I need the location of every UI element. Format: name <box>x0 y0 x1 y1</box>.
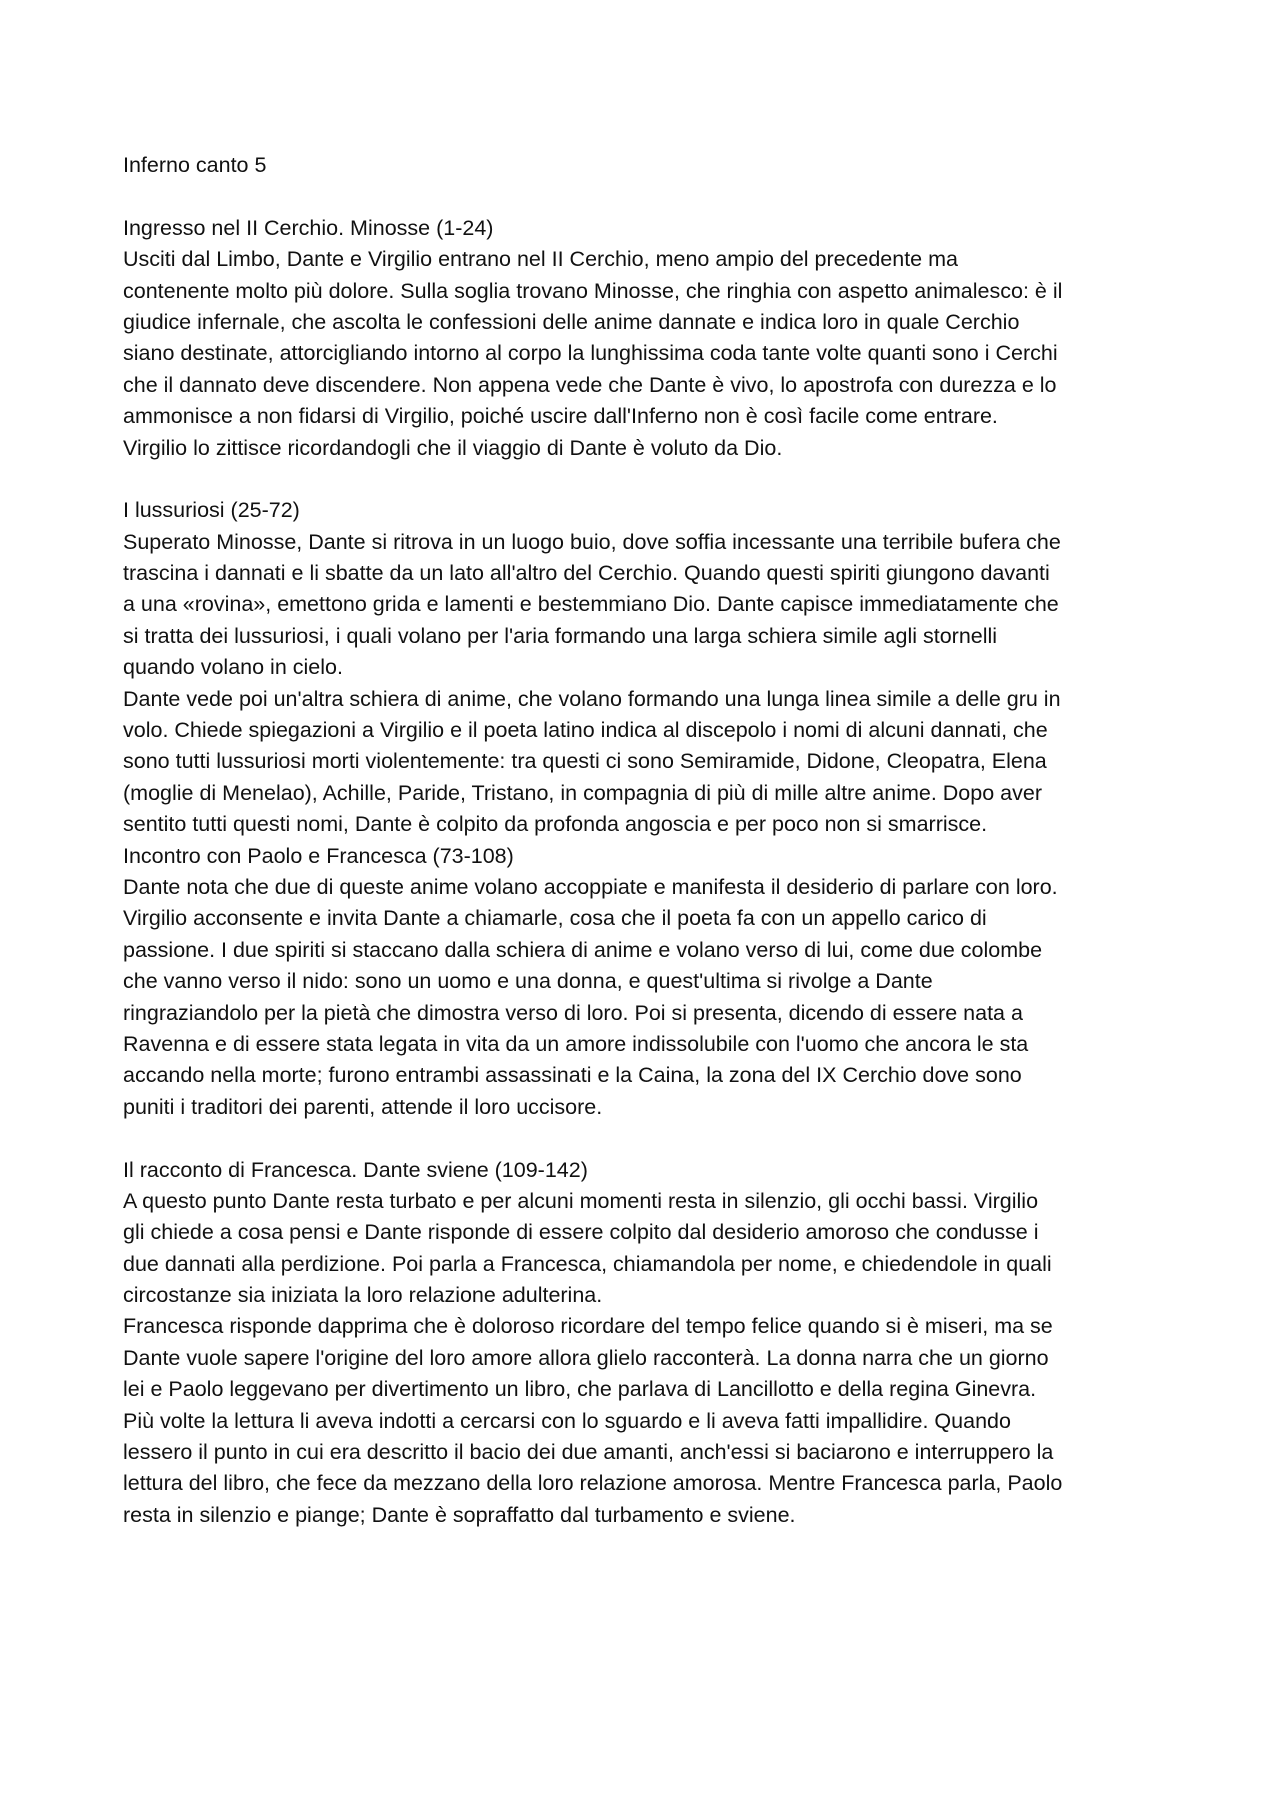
spacer <box>123 1123 1173 1154</box>
paragraph <box>123 527 1173 684</box>
text-line: circostanze sia iniziata la loro relazione adulterina. <box>123 1283 603 1308</box>
section-paolo-francesca <box>123 841 1173 1124</box>
section-minosse <box>123 213 1173 464</box>
text-line: Dante vuole sapere l'origine del loro amore allora glielo racconterà. La donna narra che un giorno <box>123 1345 1049 1370</box>
text-line: Dante vede poi un'altra schiera di anime, che volano formando una lunga linea simile a delle gru in <box>123 686 1061 711</box>
document-page <box>123 150 1173 1531</box>
paragraph <box>123 1186 1173 1312</box>
paragraph <box>123 684 1173 841</box>
text-line: quando volano in cielo. <box>123 655 343 680</box>
text-line: sono tutti lussuriosi morti violentemente: tra questi ci sono Semiramide, Didone, Cleopatra, Elena <box>123 749 1047 774</box>
text-line: lettura del libro, che fece da mezzano della loro relazione amorosa. Mentre Francesca parla, Paolo <box>123 1471 1063 1496</box>
section-heading: Ingresso nel II Cerchio. Minosse (1-24) <box>123 215 494 240</box>
text-line: ringraziandolo per la pietà che dimostra verso di loro. Poi si presenta, dicendo di essere nata a <box>123 1000 1023 1025</box>
section-heading: Incontro con Paolo e Francesca (73-108) <box>123 843 514 868</box>
text-line: Virgilio acconsente e invita Dante a chiamarle, cosa che il poeta fa con un appello carico di <box>123 906 987 931</box>
text-line: resta in silenzio e piange; Dante è sopraffatto dal turbamento e sviene. <box>123 1502 796 1527</box>
text-line: giudice infernale, che ascolta le confessioni delle anime dannate e indica loro in quale Cerchio <box>123 309 1020 334</box>
text-line: puniti i traditori dei parenti, attende il loro uccisore. <box>123 1094 603 1119</box>
text-line: Francesca risponde dapprima che è doloroso ricordare del tempo felice quando si è miseri, ma se <box>123 1314 1053 1339</box>
text-line: Usciti dal Limbo, Dante e Virgilio entrano nel II Cerchio, meno ampio del precedente ma <box>123 247 958 272</box>
text-line: ammonisce a non fidarsi di Virgilio, poiché uscire dall'Inferno non è così facile come entrare. <box>123 404 998 429</box>
text-line: lessero il punto in cui era descritto il bacio dei due amanti, anch'essi si baciarono e interruppero la <box>123 1440 1054 1465</box>
text-line: Virgilio lo zittisce ricordandogli che il viaggio di Dante è voluto da Dio. <box>123 435 783 460</box>
text-line: che il dannato deve discendere. Non appena vede che Dante è vivo, lo apostrofa con durezza e lo <box>123 372 1057 397</box>
text-line: volo. Chiede spiegazioni a Virgilio e il poeta latino indica al discepolo i nomi di alcuni dannati, che <box>123 718 1048 743</box>
section-heading: I lussuriosi (25-72) <box>123 498 300 523</box>
text-line: gli chiede a cosa pensi e Dante risponde di essere colpito dal desiderio amoroso che condusse i <box>123 1220 1039 1245</box>
spacer <box>123 181 1173 212</box>
spacer <box>123 464 1173 495</box>
text-line: passione. I due spiriti si staccano dalla schiera di anime e volano verso di lui, come due colombe <box>123 937 1043 962</box>
text-line: Dante nota che due di queste anime volano accoppiate e manifesta il desiderio di parlare con loro. <box>123 874 1058 899</box>
text-line: siano destinate, attorcigliando intorno al corpo la lunghissima coda tante volte quanti sono i Cerchi <box>123 341 1058 366</box>
text-line: a una «rovina», emettono grida e lamenti e bestemmiano Dio. Dante capisce immediatamente che <box>123 592 1059 617</box>
text-line: Superato Minosse, Dante si ritrova in un luogo buio, dove soffia incessante una terribile bufera che <box>123 529 1061 554</box>
section-lussuriosi <box>123 495 1173 840</box>
text-line: che vanno verso il nido: sono un uomo e una donna, e quest'ultima si rivolge a Dante <box>123 969 933 994</box>
text-line: (moglie di Menelao), Achille, Paride, Tristano, in compagnia di più di mille altre anime. Dopo aver <box>123 780 1042 805</box>
text-line: sentito tutti questi nomi, Dante è colpito da profonda angoscia e per poco non si smarrisce. <box>123 812 988 837</box>
text-line: Più volte la lettura li aveva indotti a cercarsi con lo sguardo e li aveva fatti impallidire. Quando <box>123 1408 1011 1433</box>
paragraph <box>123 1311 1173 1531</box>
text-line: contenente molto più dolore. Sulla soglia trovano Minosse, che ringhia con aspetto animalesco: è il <box>123 278 1063 303</box>
text-line: lei e Paolo leggevano per divertimento un libro, che parlava di Lancillotto e della regina Ginevra. <box>123 1377 1037 1402</box>
paragraph <box>123 872 1173 1123</box>
text-line: due dannati alla perdizione. Poi parla a Francesca, chiamandola per nome, e chiedendole in quali <box>123 1251 1052 1276</box>
text-line: accando nella morte; furono entrambi assassinati e la Caina, la zona del IX Cerchio dove sono <box>123 1063 1022 1088</box>
text-line: A questo punto Dante resta turbato e per alcuni momenti resta in silenzio, gli occhi bassi. Virgilio <box>123 1188 1039 1213</box>
text-line: trascina i dannati e li sbatte da un lato all'altro del Cerchio. Quando questi spiriti giungono davanti <box>123 561 1050 586</box>
text-line: si tratta dei lussuriosi, i quali volano per l'aria formando una larga schiera simile agli stornelli <box>123 623 998 648</box>
paragraph <box>123 244 1173 464</box>
section-heading: Il racconto di Francesca. Dante sviene (109-142) <box>123 1157 588 1182</box>
document-title: Inferno canto 5 <box>123 153 267 177</box>
text-line: Ravenna e di essere stata legata in vita da un amore indissolubile con l'uomo che ancora le sta <box>123 1031 1029 1056</box>
section-racconto-francesca <box>123 1155 1173 1532</box>
